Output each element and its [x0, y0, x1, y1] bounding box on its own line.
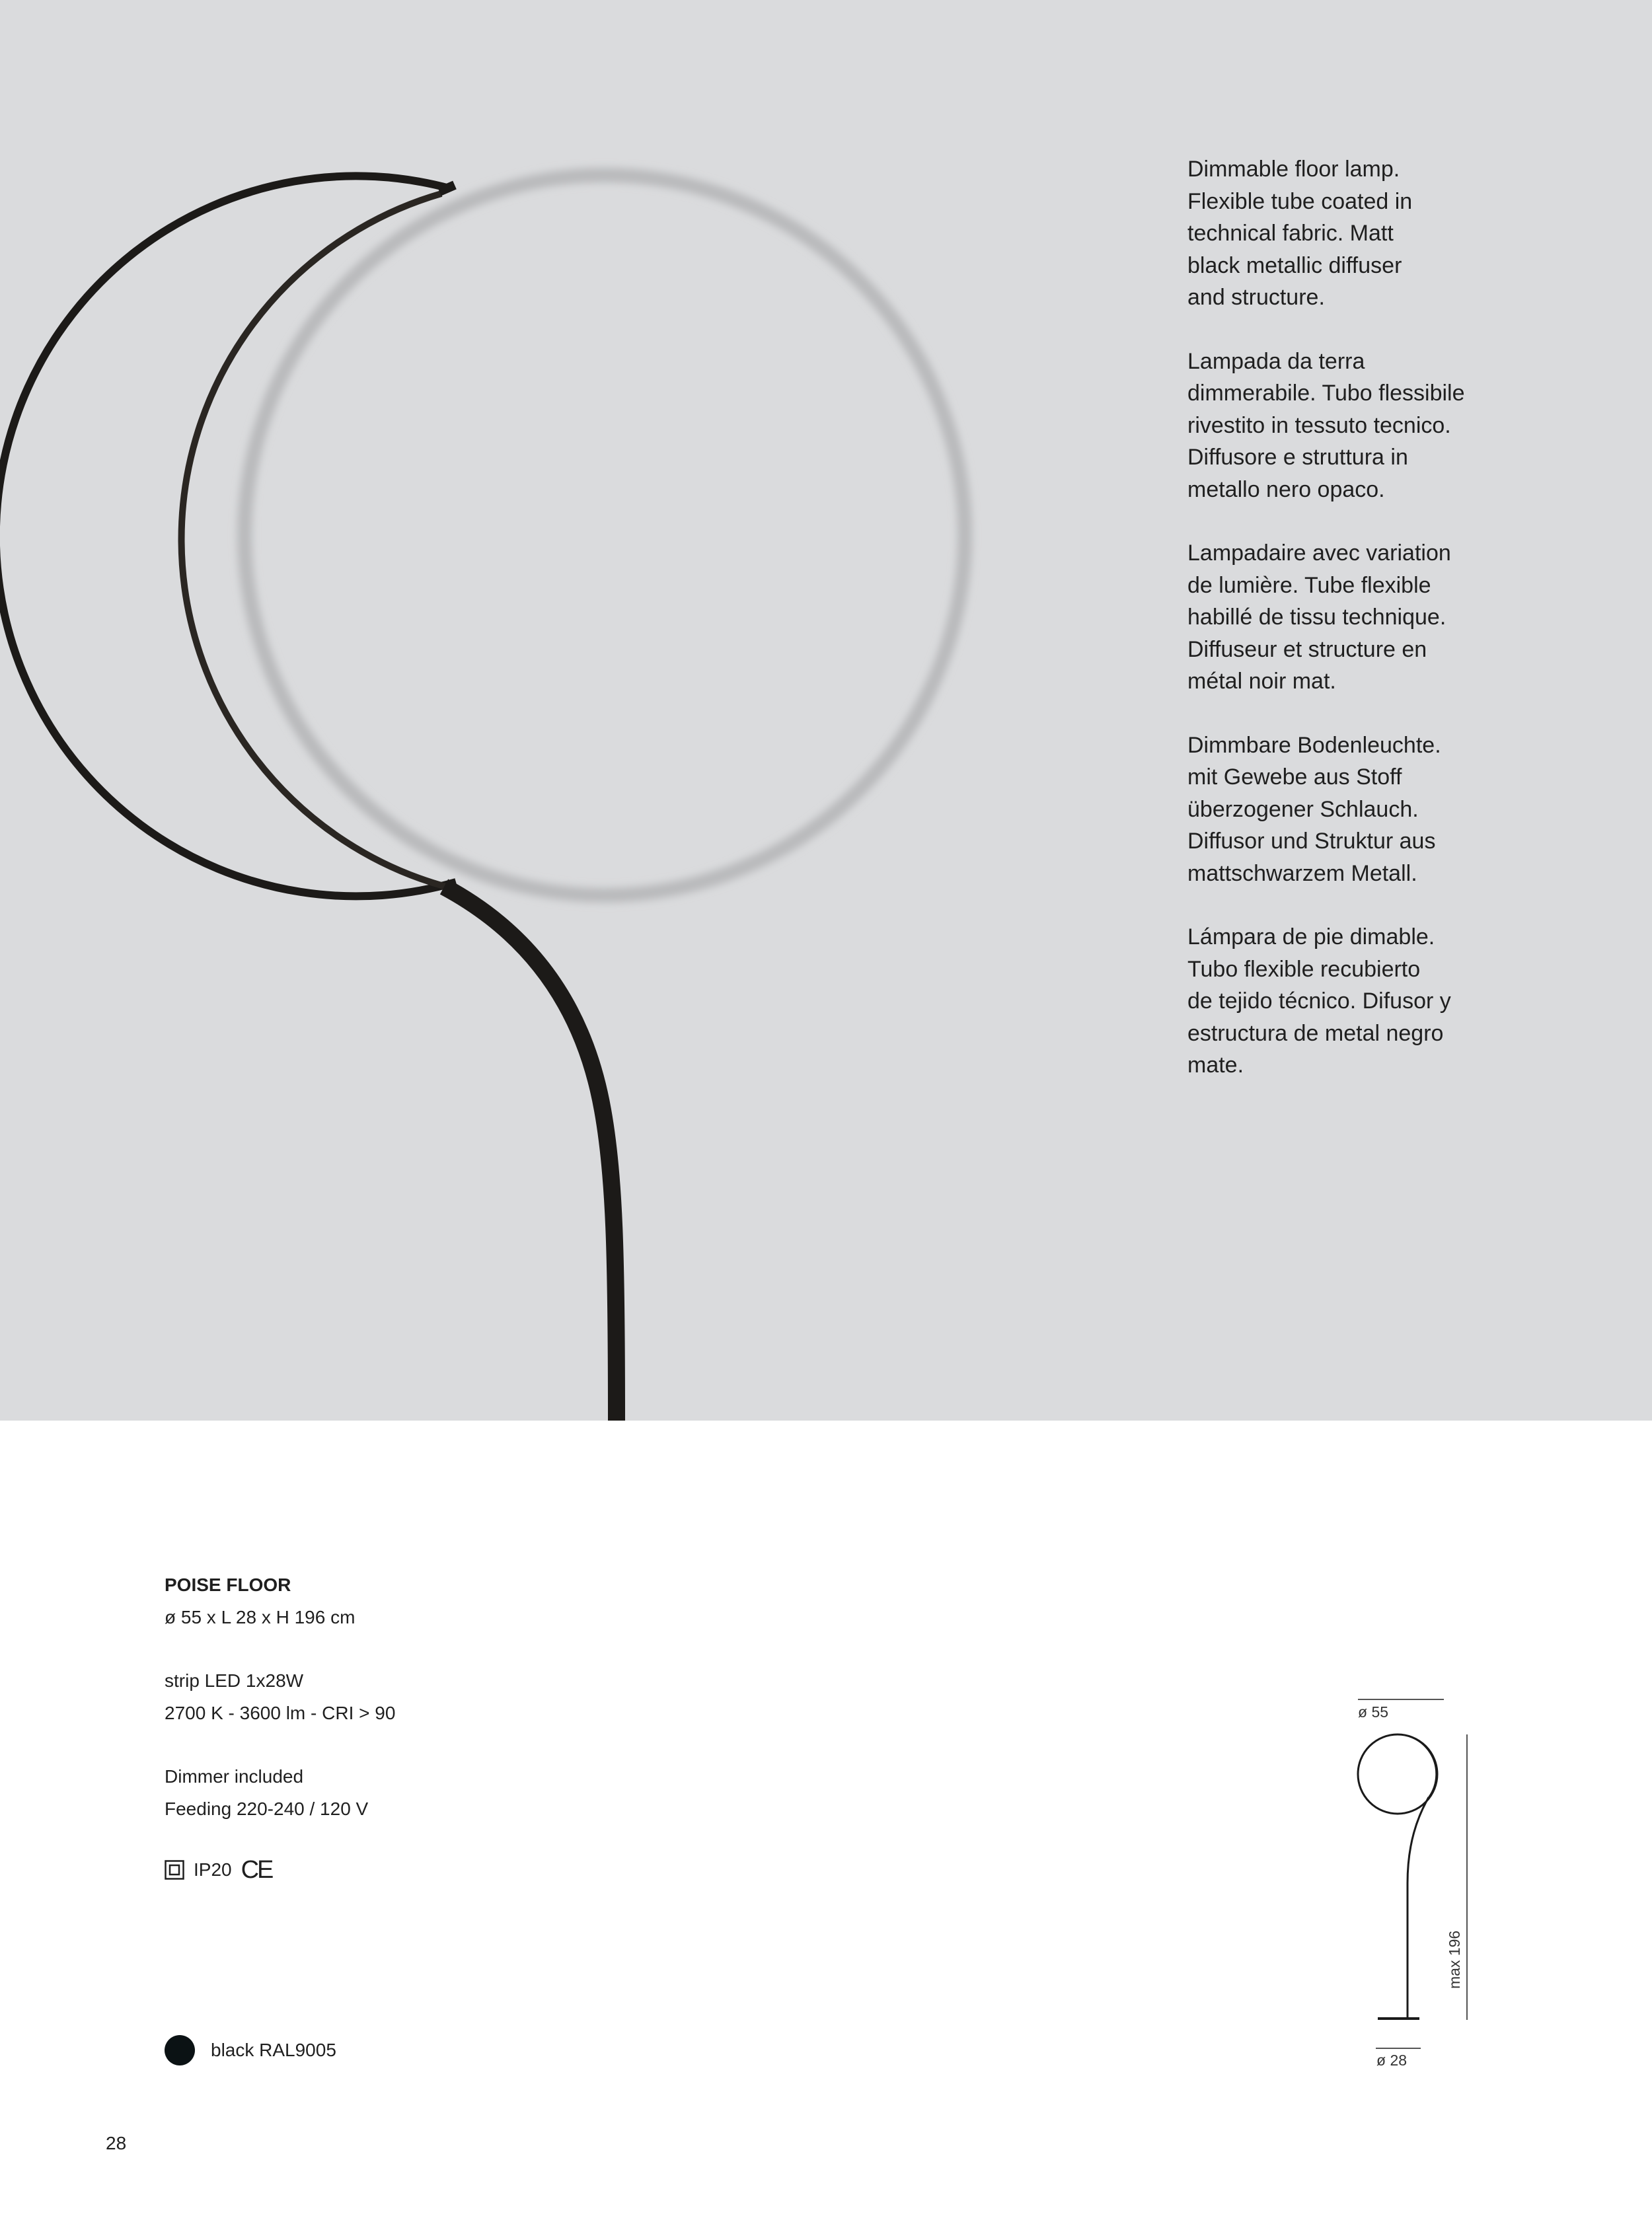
product-descriptions — [1187, 153, 1531, 1113]
light-specs: 2700 K - 3600 lm - CRI > 90 — [165, 1702, 396, 1723]
description-en: Dimmable floor lamp. Flexible tube coated in technical fabric. Matt black metallic diffuser and structure. — [1187, 157, 1413, 310]
page-number: 28 — [106, 2133, 127, 2153]
lamp-ring-outer-tube — [182, 194, 446, 887]
finish-label: black RAL9005 — [211, 2040, 336, 2060]
base-label: ø 28 — [1376, 2052, 1408, 2069]
height-label: max 196 — [1446, 1930, 1463, 1989]
certifications — [165, 1855, 272, 1884]
finish-option — [165, 2035, 336, 2065]
lamp-stem — [444, 887, 617, 1421]
ce-mark-icon: CE — [241, 1856, 272, 1884]
feeding-info: Feeding 220-240 / 120 V — [165, 1798, 369, 1819]
description-de: Dimmbare Bodenleuchte. mit Gewebe aus Stoff überzogener Schlauch. Diffusor und Struktur aus mattschwarzem Metall. — [1187, 732, 1441, 886]
drawing-ring-tube — [1389, 1734, 1436, 1797]
description-es: Lámpara de pie dimable. Tubo flexible recubierto de tejido técnico. Difusor y estructura de metal negro mate. — [1187, 924, 1451, 1078]
lamp-ring-end — [439, 185, 455, 192]
ip-rating: IP20 — [194, 1859, 232, 1880]
dimmer-info: Dimmer included — [165, 1766, 304, 1787]
product-dimensions: ø 55 x L 28 x H 196 cm — [165, 1606, 356, 1627]
light-source: strip LED 1x28W — [165, 1670, 304, 1691]
product-specs — [165, 1569, 759, 1825]
lamp-ring — [0, 176, 456, 896]
double-insulation-icon — [165, 1860, 184, 1880]
drawing-stem — [1408, 1797, 1429, 2019]
technical-drawing — [1348, 1691, 1507, 2075]
product-name: POISE FLOOR — [165, 1575, 291, 1595]
description-it: Lampada da terra dimmerabile. Tubo flessibile rivestito in tessuto tecnico. Diffusore e struttura in metallo nero opaco. — [1187, 348, 1465, 502]
diameter-label: ø 55 — [1358, 1703, 1389, 1721]
color-swatch — [165, 2035, 195, 2065]
lamp-ring-glow — [244, 175, 965, 895]
lamp-line-drawing — [1348, 1691, 1507, 2075]
description-fr: Lampadaire avec variation de lumière. Tube flexible habillé de tissu technique. Diffuseur et structure en métal noir mat. — [1187, 540, 1451, 694]
